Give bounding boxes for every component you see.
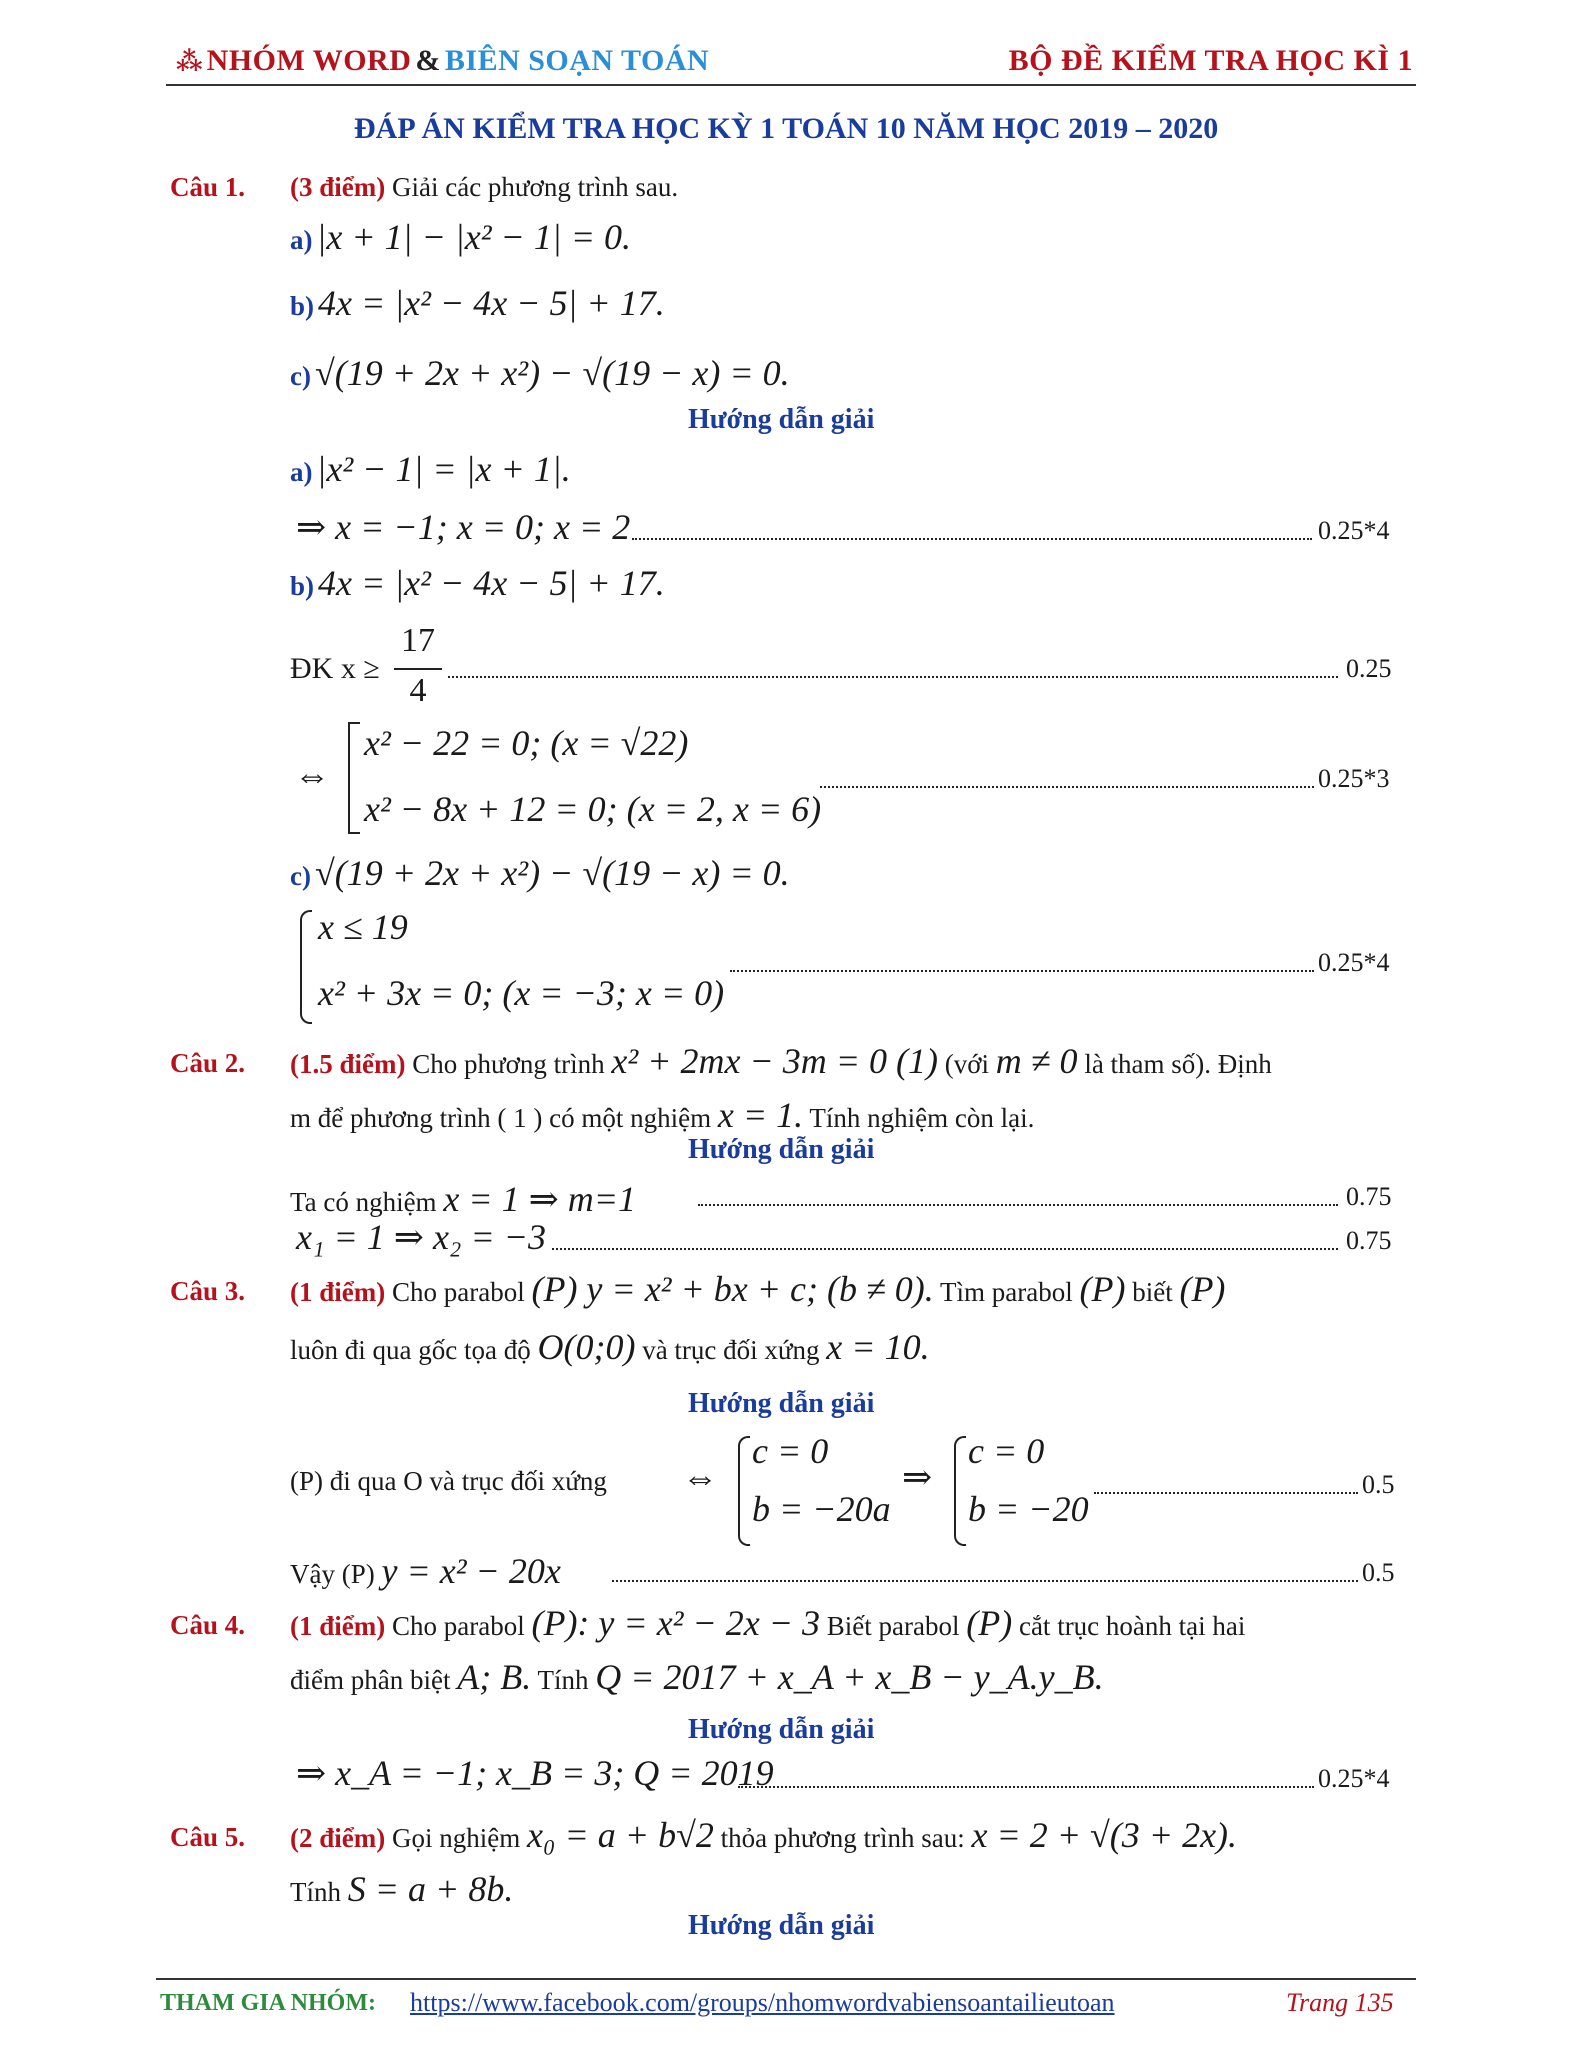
dot-leader — [448, 676, 1338, 678]
q4-statement-line2: điểm phân biệt A; B. Tính Q = 2017 + x_A + x_B − y_A.y_B. — [290, 1657, 1104, 1697]
q3-number: Câu 3. — [170, 1276, 246, 1306]
q5-statement-line1: (2 điểm) Gọi nghiệm x₀ = a + b√2 thỏa phương trình sau: x = 2 + √(3 + 2x). — [290, 1815, 1238, 1855]
footer-group-link[interactable]: https://www.facebook.com/groups/nhomwordvabiensoantailieutoan — [410, 1988, 1115, 2017]
q3-system-b-2: b = −20 — [968, 1489, 1089, 1529]
q1-sol-a-score: 0.25*4 — [1318, 516, 1390, 545]
q1-dk-fracline — [394, 668, 442, 670]
q5-number: Câu 5. — [170, 1822, 246, 1852]
q2-guide: Hướng dẫn giải — [688, 1134, 875, 1165]
q1-system-2: x² + 3x = 0; (x = −3; x = 0) — [318, 973, 725, 1013]
q4-solution: ⇒ x_A = −1; x_B = 3; Q = 2019 — [296, 1753, 774, 1793]
q1-statement: (3 điểm) Giải các phương trình sau. — [290, 172, 679, 202]
q1-iff: ⇔ — [294, 755, 330, 795]
footer-label: THAM GIA NHÓM: — [160, 1990, 376, 2016]
header-amp: & — [415, 44, 441, 77]
q3-statement-line2: luôn đi qua gốc tọa độ O(0;0) và trục đối xứng x = 10. — [290, 1327, 930, 1367]
page-number: Trang 135 — [1286, 1988, 1394, 2017]
q5-guide: Hướng dẫn giải — [688, 1910, 875, 1941]
q2-sol-1: Ta có nghiệm x = 1 ⇒ m=1 — [290, 1179, 637, 1219]
header-right: BỘ ĐỀ KIỂM TRA HỌC KÌ 1 — [1008, 44, 1413, 77]
q3-implies: ⇒ — [902, 1457, 933, 1497]
dot-leader — [698, 1204, 1338, 1206]
dot-leader — [1094, 1492, 1358, 1494]
q5-statement-line2: Tính S = a + 8b. — [290, 1869, 514, 1909]
q3-sol-2: Vậy (P) y = x² − 20x — [290, 1551, 561, 1591]
q2-statement-line1: (1.5 điểm) Cho phương trình x² + 2mx − 3m = 0 (1) (với m ≠ 0 là tham số). Định — [290, 1041, 1272, 1081]
q1-b: b) 4x = |x² − 4x − 5| + 17. — [290, 283, 665, 323]
dot-leader — [738, 1786, 1314, 1788]
q3-system-a-brace — [738, 1436, 750, 1546]
q2-number: Câu 2. — [170, 1048, 246, 1078]
footer-rule — [156, 1978, 1416, 1980]
dot-leader — [632, 538, 1312, 540]
q1-sol-a-result: ⇒ x = −1; x = 0; x = 2 — [296, 507, 631, 547]
dot-leader — [552, 1248, 1338, 1250]
q1-c: c) √(19 + 2x + x²) − √(19 − x) = 0. — [290, 353, 790, 393]
q1-dk: ĐK x ≥ — [290, 652, 380, 685]
q1-sol-c: c) √(19 + 2x + x²) − √(19 − x) = 0. — [290, 853, 790, 893]
q2-sol-2-score: 0.75 — [1346, 1226, 1392, 1255]
q1-a: a) |x + 1| − |x² − 1| = 0. — [290, 217, 632, 257]
q2-sol-1-score: 0.75 — [1346, 1182, 1392, 1211]
q1-sol-a: a) |x² − 1| = |x + 1|. — [290, 449, 571, 489]
q3-sol-1-text: (P) đi qua O và trục đối xứng — [290, 1466, 607, 1496]
header-brand-2: BIÊN SOẠN TOÁN — [444, 44, 710, 77]
q1-guide: Hướng dẫn giải — [688, 404, 875, 435]
q3-statement-line1: (1 điểm) Cho parabol (P) y = x² + bx + c; (b ≠ 0). Tìm parabol (P) biết (P) — [290, 1269, 1226, 1309]
q4-statement-line1: (1 điểm) Cho parabol (P): y = x² − 2x − 3 Biết parabol (P) cắt trục hoành tại hai — [290, 1603, 1246, 1643]
q1-dk-den: 4 — [409, 672, 427, 709]
q3-sol-2-score: 0.5 — [1362, 1558, 1395, 1587]
q1-system-1: x ≤ 19 — [318, 907, 408, 947]
dot-leader — [612, 1580, 1358, 1582]
header-brand-1: NHÓM WORD — [206, 44, 412, 77]
q3-system-a-2: b = −20a — [752, 1489, 891, 1529]
header-left — [176, 44, 709, 78]
header-rule — [166, 84, 1416, 86]
q3-system-a-1: c = 0 — [752, 1431, 829, 1471]
q1-number: Câu 1. — [170, 172, 246, 202]
dot-leader — [730, 970, 1314, 972]
q3-system-b-brace — [954, 1436, 966, 1546]
q1-case-1: x² − 22 = 0; (x = √22) — [364, 723, 689, 763]
q1-case-bracket — [348, 722, 360, 834]
q2-statement-line2: m để phương trình ( 1 ) có một nghiệm x = 1. Tính nghiệm còn lại. — [290, 1095, 1035, 1135]
q1-sol-b: b) 4x = |x² − 4x − 5| + 17. — [290, 563, 665, 603]
dot-leader — [820, 786, 1314, 788]
q3-iff: ⇔ — [682, 1457, 718, 1497]
q3-guide: Hướng dẫn giải — [688, 1388, 875, 1419]
q4-solution-score: 0.25*4 — [1318, 1764, 1390, 1793]
q1-cases-score: 0.25*3 — [1318, 764, 1390, 793]
q4-number: Câu 4. — [170, 1610, 246, 1640]
q1-system-brace — [300, 910, 312, 1024]
q4-guide: Hướng dẫn giải — [688, 1714, 875, 1745]
q3-system-b-1: c = 0 — [968, 1431, 1045, 1471]
page-title: ĐÁP ÁN KIỂM TRA HỌC KỲ 1 TOÁN 10 NĂM HỌC 2019 – 2020 — [354, 112, 1219, 145]
q3-sol-1-score: 0.5 — [1362, 1470, 1395, 1499]
q2-sol-2: x₁ = 1 ⇒ x₂ = −3 — [296, 1217, 547, 1257]
q1-system-score: 0.25*4 — [1318, 948, 1390, 977]
q1-dk-score: 0.25 — [1346, 654, 1392, 683]
q1-case-2: x² − 8x + 12 = 0; (x = 2, x = 6) — [364, 789, 822, 829]
ribbon-icon: ⁂ — [176, 47, 203, 76]
q1-dk-num: 17 — [401, 622, 435, 659]
